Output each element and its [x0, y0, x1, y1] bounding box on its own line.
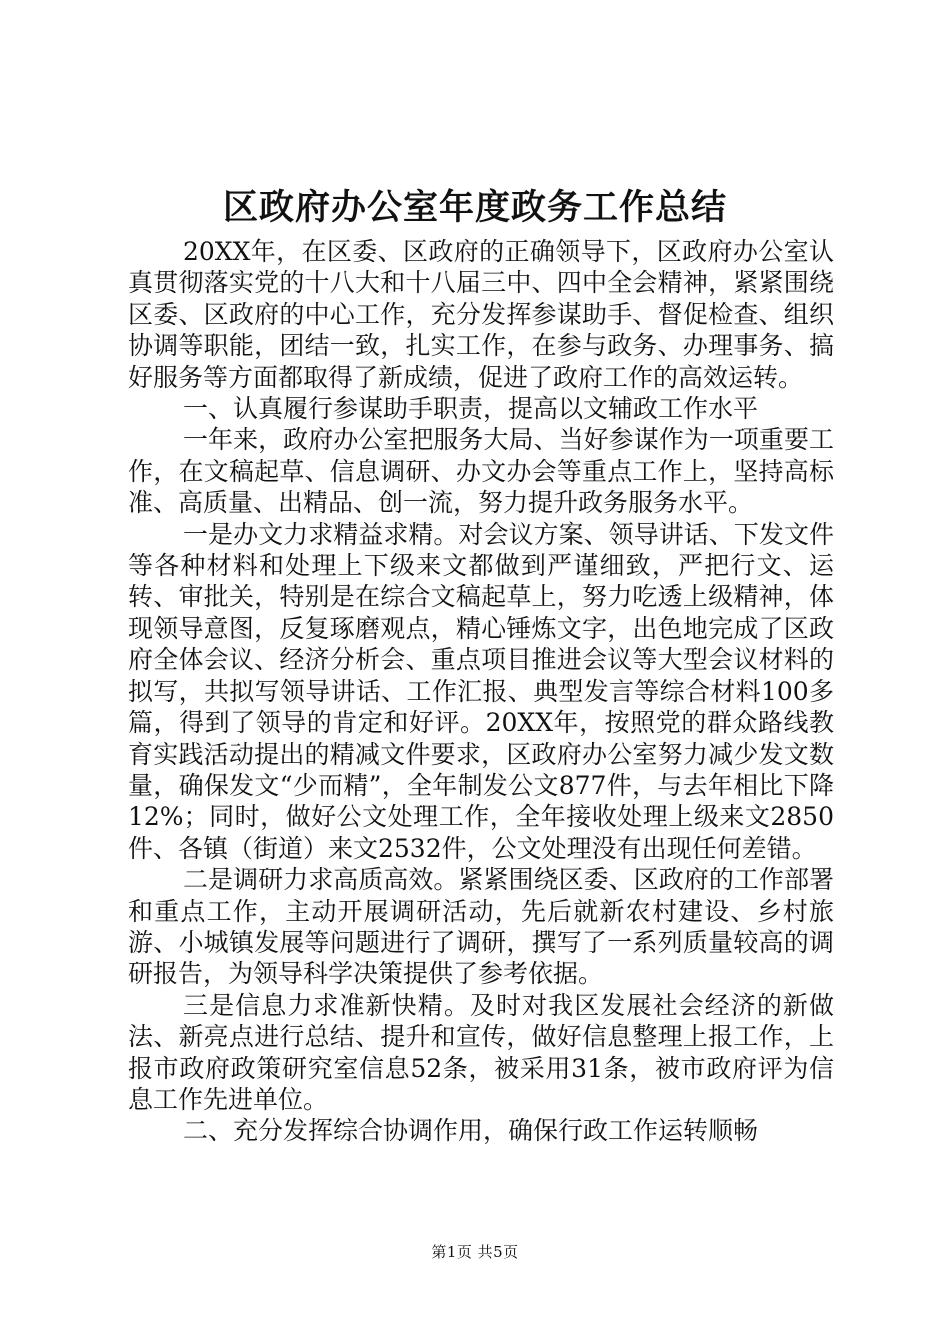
- section-heading-1: 一、认真履行参谋助手职责，提高以文辅政工作水平: [183, 394, 759, 424]
- paragraph-research: 二是调研力求高质高效。紧紧围绕区委、区政府的工作部署和重点工作，主动开展调研活动，先后就新农村建设、乡村旅游、小城镇发展等问题进行了调研，撰写了一系列质量较高的调研报告，为领导科学决策提供了参考依据。: [128, 865, 834, 989]
- paragraph-intro: 20XX年，在区委、区政府的正确领导下，区政府办公室认真贯彻落实党的十八大和十八届三中、四中全会精神，紧紧围绕区委、区政府的中心工作，充分发挥参谋助手、督促检查、组织协调等职能，团结一致，扎实工作，在参与政务、办理事务、搞好服务等方面都取得了新成绩，促进了政府工作的高效运转。: [128, 237, 834, 392]
- section-heading-2: 二、充分发挥综合协调作用，确保行政工作运转顺畅: [183, 1116, 759, 1146]
- page-number-footer: 第1页 共5页: [431, 1243, 519, 1261]
- document-title: 区政府办公室年度政务工作总结: [222, 187, 727, 228]
- paragraph-information: 三是信息力求准新快精。及时对我区发展社会经济的新做法、新亮点进行总结、提升和宣传，做好信息整理上报工作，上报市政府政策研究室信息52条，被采用31条，被市政府评为信息工作先进单位。: [128, 990, 834, 1114]
- paragraph-document-drafting: 一是办文力求精益求精。对会议方案、领导讲话、下发文件等各种材料和处理上下级来文都做到严谨细致，严把行文、运转、审批关，特别是在综合文稿起草上，努力吃透上级精神，体现领导意图，反复琢磨观点，精心锤炼文字，出色地完成了区政府全体会议、经济分析会、重点项目推进会议等大型会议材料的拟写，共拟写领导讲话、工作汇报、典型发言等综合材料100多篇，得到了领导的肯定和好评。20XX年，按照党的群众路线教育实践活动提出的精减文件要求，区政府办公室努力减少发文数量，确保发文“少而精”，全年制发公文877件，与去年相比下降12%；同时，做好公文处理工作，全年接收处理上级来文2850件、各镇（街道）来文2532件，公文处理没有出现任何差错。: [128, 519, 834, 863]
- document-body: [128, 236, 834, 1147]
- paragraph-section1-summary: 一年来，政府办公室把服务大局、当好参谋作为一项重要工作，在文稿起草、信息调研、办文办会等重点工作上，坚持高标准、高质量、出精品、创一流，努力提升政务服务水平。: [128, 425, 834, 518]
